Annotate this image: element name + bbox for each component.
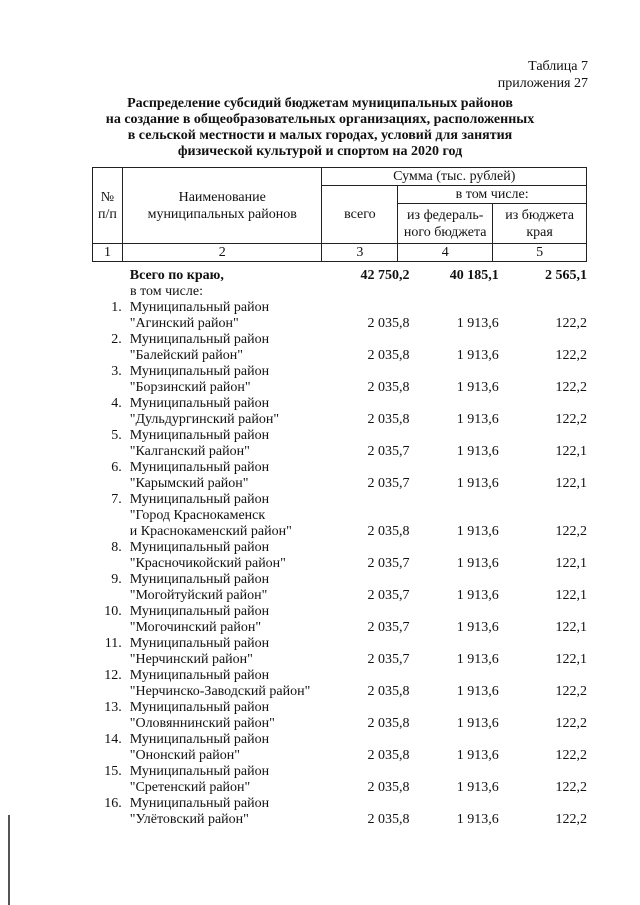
value-federal: 1 913,6 [456,748,499,763]
value-total: 2 035,7 [367,588,410,603]
value-federal: 1 913,6 [456,524,499,539]
header-name [122,168,322,244]
value-regional: 122,2 [555,412,587,427]
value-federal: 1 913,6 [456,316,499,331]
value-federal: 1 913,6 [456,588,499,603]
table-row [92,332,587,364]
district-name-line: "Ононский район" [129,748,240,763]
table-row [92,300,587,332]
district-name-line: Муниципальный район [129,460,270,475]
district-name [126,764,324,796]
column-index: 4 [398,244,493,262]
value-federal: 1 913,6 [456,620,499,635]
district-name-line: и Краснокаменский район" [129,524,292,539]
district-name [126,300,324,332]
value-total: 2 035,7 [367,444,410,459]
value-total: 2 035,8 [367,684,410,699]
value-federal: 1 913,6 [456,556,499,571]
value-federal: 1 913,6 [456,412,499,427]
value-federal: 1 913,6 [456,684,499,699]
value-regional: 122,2 [555,524,587,539]
district-name-line: Муниципальный район [129,332,270,347]
value-total: 2 035,8 [367,780,410,795]
table-row [92,460,587,492]
district-name [126,796,324,828]
header-total: всего [322,186,398,244]
row-number: 1. [111,300,122,315]
caption-appendix: приложения 27 [497,76,588,91]
table-row [92,492,587,540]
district-name [126,332,324,364]
value-regional: 122,2 [555,316,587,331]
row-number: 6. [111,460,122,475]
column-index: 1 [93,244,123,262]
district-name-line: "Борзинский район" [129,380,251,395]
district-name-line: Муниципальный район [129,540,270,555]
value-regional: 122,1 [555,556,587,571]
value-federal: 1 913,6 [456,652,499,667]
scan-artifact-line [8,815,10,905]
table-row [92,668,587,700]
value-regional: 122,2 [555,380,587,395]
value-total: 2 035,8 [367,524,410,539]
district-name-line: Муниципальный район [129,732,270,747]
value-regional: 122,1 [555,620,587,635]
header-regional [493,204,587,244]
value-regional: 122,2 [555,684,587,699]
district-name-line: "Балейский район" [129,348,243,363]
value-regional: 122,2 [555,812,587,827]
total-sum: 42 750,2 [360,268,410,283]
district-name-line: Муниципальный район [129,364,270,379]
value-regional: 122,1 [555,444,587,459]
value-regional: 122,1 [555,652,587,667]
header-number-line1: № [100,189,115,205]
value-federal: 1 913,6 [456,780,499,795]
district-name-line: Муниципальный район [129,764,270,779]
header-number [93,168,123,244]
district-name [126,668,324,700]
row-number: 2. [111,332,122,347]
value-total: 2 035,7 [367,476,410,491]
value-regional: 122,1 [555,476,587,491]
value-total: 2 035,7 [367,556,410,571]
table-row [92,700,587,732]
table-body [92,268,587,828]
row-number: 12. [104,668,122,683]
column-index: 5 [493,244,587,262]
value-regional: 122,1 [555,588,587,603]
row-number: 16. [104,796,122,811]
header-federal [398,204,493,244]
column-index: 2 [122,244,322,262]
table-row [92,396,587,428]
row-number [92,284,126,300]
district-name [126,460,324,492]
row-number: 3. [111,364,122,379]
district-name-line: Муниципальный район [129,636,270,651]
row-number: 7. [111,492,122,507]
district-name-line: "Агинский район" [129,316,239,331]
total-label: Всего по краю, [129,268,224,283]
header-federal-line1: из федераль- [407,207,484,223]
row-number: 4. [111,396,122,411]
value-total: 2 035,8 [367,812,410,827]
district-name-line: "Калганский район" [129,444,250,459]
value-regional: 122,2 [555,748,587,763]
header-name-line2: муниципальных районов [147,206,297,222]
district-name [126,572,324,604]
caption-table-number: Таблица 7 [528,59,588,74]
district-name-line: Муниципальный район [129,668,270,683]
district-name-line: Муниципальный район [129,428,270,443]
district-name-line: Муниципальный район [129,796,270,811]
table-header [92,167,587,262]
district-name-line: "Улётовский район" [129,812,249,827]
total-regional: 2 565,1 [545,268,587,283]
total-federal: 40 185,1 [449,268,499,283]
value-total: 2 035,7 [367,620,410,635]
header-regional-line1: из бюджета [505,207,574,223]
value-federal: 1 913,6 [456,476,499,491]
row-number: 13. [104,700,122,715]
title-line: Распределение субсидий бюджетам муниципальных районов [127,96,513,111]
column-index: 3 [322,244,398,262]
table-row [92,364,587,396]
table-caption [498,58,588,92]
value-federal: 1 913,6 [456,444,499,459]
value-federal: 1 913,6 [456,812,499,827]
table-row [92,428,587,460]
row-number [92,268,126,284]
table-row [92,572,587,604]
value-federal: 1 913,6 [456,716,499,731]
table-row [92,604,587,636]
value-regional: 122,2 [555,780,587,795]
header-including: в том числе: [398,186,587,204]
district-name [126,428,324,460]
district-name-line: Муниципальный район [129,572,270,587]
district-name [126,636,324,668]
district-name [126,396,324,428]
value-regional: 122,2 [555,348,587,363]
table-row [92,636,587,668]
including-row [92,284,587,300]
title-line: физической культурой и спортом на 2020 год [177,144,463,159]
district-name [126,364,324,396]
header-sum: Сумма (тыс. рублей) [322,168,587,186]
value-total: 2 035,8 [367,380,410,395]
district-name-line: "Оловяннинский район" [129,716,275,731]
header-number-line2: п/п [98,206,117,222]
title-line: в сельской местности и малых городах, условий для занятия [127,128,513,143]
value-regional: 122,2 [555,716,587,731]
district-name [126,732,324,764]
row-number: 11. [104,636,122,651]
district-name [126,492,324,540]
value-federal: 1 913,6 [456,380,499,395]
district-name-line: Муниципальный район [129,604,270,619]
district-name-line: "Нерчинско-Заводский район" [129,684,311,699]
title-line: на создание в общеобразовательных организациях, расположенных [105,112,535,127]
value-total: 2 035,8 [367,716,410,731]
table-row [92,732,587,764]
value-federal: 1 913,6 [456,348,499,363]
table-row [92,764,587,796]
district-name-line: "Могойтуйский район" [129,588,268,603]
row-number: 14. [104,732,122,747]
row-number: 8. [111,540,122,555]
district-name-line: "Могочинский район" [129,620,262,635]
value-total: 2 035,7 [367,652,410,667]
district-name-line: Муниципальный район [129,300,270,315]
row-number: 9. [111,572,122,587]
table-row [92,796,587,828]
district-name-line: "Карымский район" [129,476,249,491]
district-name [126,604,324,636]
row-number: 5. [111,428,122,443]
row-number: 10. [104,604,122,619]
district-name-line: "Нерчинский район" [129,652,253,667]
district-name-line: "Город Краснокаменск [129,508,266,523]
district-name [126,700,324,732]
header-regional-line2: края [526,224,553,240]
district-name-line: "Сретенский район" [129,780,251,795]
district-name-line: Муниципальный район [129,492,270,507]
including-label: в том числе: [130,284,203,299]
district-name-line: "Дульдургинский район" [129,412,280,427]
value-total: 2 035,8 [367,412,410,427]
row-number: 15. [104,764,122,779]
value-total: 2 035,8 [367,316,410,331]
header-federal-line2: ного бюджета [403,224,487,240]
district-name-line: Муниципальный район [129,700,270,715]
district-name-line: "Красночикойский район" [129,556,286,571]
total-row [92,268,587,284]
district-name [126,540,324,572]
district-name-line: Муниципальный район [129,396,270,411]
value-total: 2 035,8 [367,348,410,363]
header-name-line1: Наименование [178,189,266,205]
document-title [95,96,545,160]
value-total: 2 035,8 [367,748,410,763]
table-row [92,540,587,572]
